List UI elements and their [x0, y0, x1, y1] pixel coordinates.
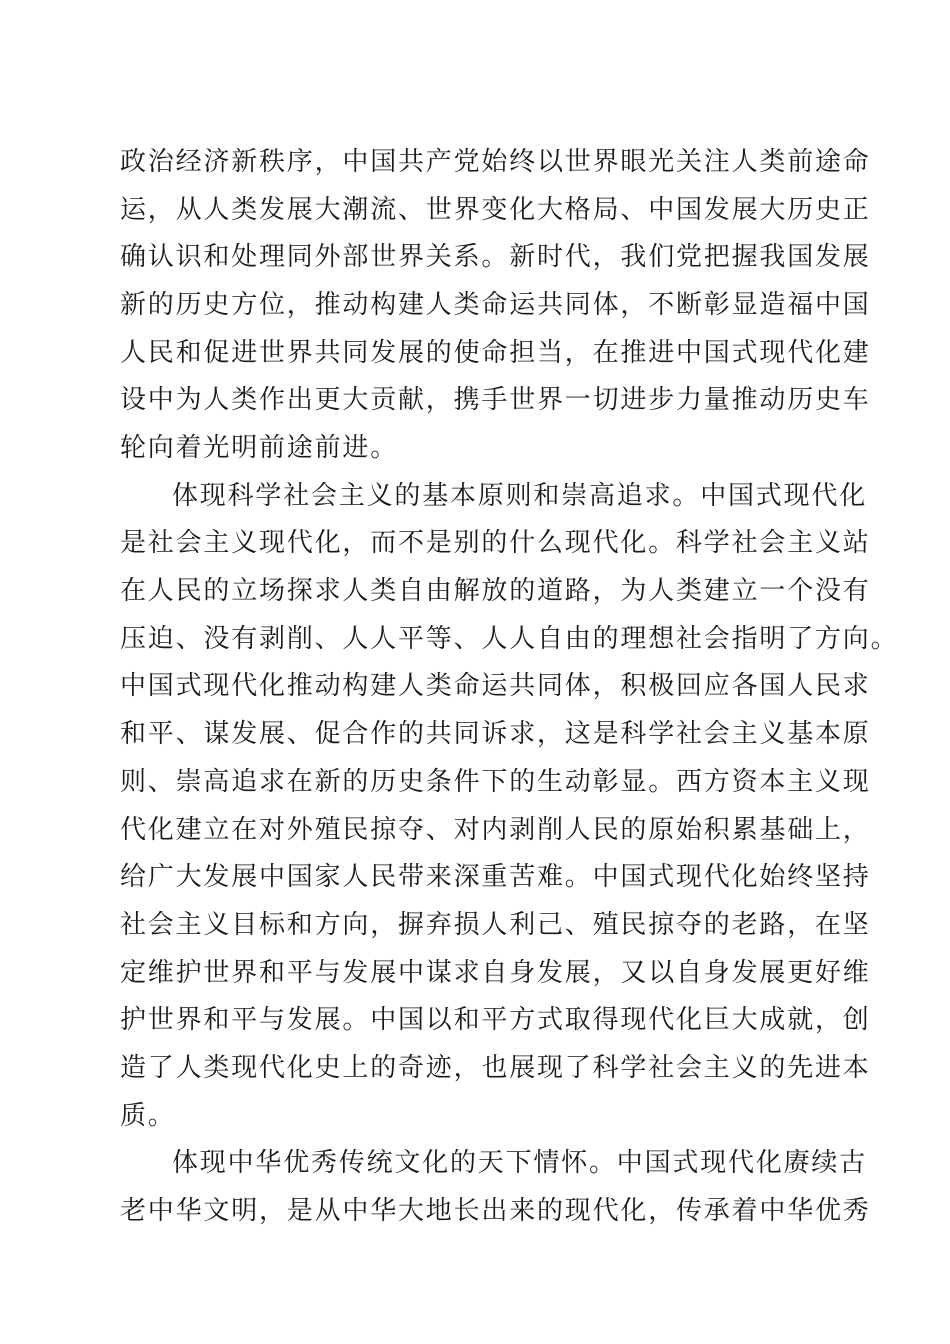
text-line: 定维护世界和平与发展中谋求自身发展，又以自身发展更好维 [120, 958, 871, 988]
text-line: 设中为人类作出更大贡献，携手世界一切进步力量推动历史车 [120, 385, 871, 415]
text-line: 人民和促进世界共同发展的使命担当，在推进中国式现代化建 [120, 338, 871, 368]
text-line: 压迫、没有剥削、人人平等、人人自由的理想社会指明了方向。 [120, 624, 899, 654]
text-line: 给广大发展中国家人民带来深重苦难。中国式现代化始终坚持 [120, 862, 871, 892]
text-line: 和平、谋发展、促合作的共同诉求，这是科学社会主义基本原 [120, 719, 871, 749]
text-line: 代化建立在对外殖民掠夺、对内剥削人民的原始积累基础上， [120, 815, 871, 845]
text-line: 社会主义目标和方向，摒弃损人利己、殖民掠夺的老路，在坚 [120, 910, 871, 940]
text-line: 政治经济新秩序，中国共产党始终以世界眼光关注人类前途命 [120, 147, 871, 177]
text-line: 轮向着光明前途前进。 [120, 433, 399, 463]
text-line: 运，从人类发展大潮流、世界变化大格局、中国发展大历史正 [120, 195, 871, 225]
text-line: 是社会主义现代化，而不是别的什么现代化。科学社会主义站 [120, 528, 871, 558]
text-line: 确认识和处理同外部世界关系。新时代，我们党把握我国发展 [120, 242, 871, 272]
text-line: 中国式现代化推动构建人类命运共同体，积极回应各国人民求 [120, 671, 871, 701]
text-line: 则、崇高追求在新的历史条件下的生动彰显。西方资本主义现 [120, 767, 871, 797]
paragraph-first-line: 体现中华优秀传统文化的天下情怀。中国式现代化赓续古 [172, 1148, 868, 1178]
text-line: 质。 [120, 1101, 176, 1131]
text-line: 造了人类现代化史上的奇迹，也展现了科学社会主义的先进本 [120, 1053, 871, 1083]
paragraph-first-line: 体现科学社会主义的基本原则和崇高追求。中国式现代化 [172, 481, 868, 511]
text-line: 护世界和平与发展。中国以和平方式取得现代化巨大成就，创 [120, 1005, 871, 1035]
text-line: 新的历史方位，推动构建人类命运共同体，不断彰显造福中国 [120, 290, 871, 320]
text-line: 在人民的立场探求人类自由解放的道路，为人类建立一个没有 [120, 576, 871, 606]
text-line: 老中华文明，是从中华大地长出来的现代化，传承着中华优秀 [120, 1196, 871, 1226]
